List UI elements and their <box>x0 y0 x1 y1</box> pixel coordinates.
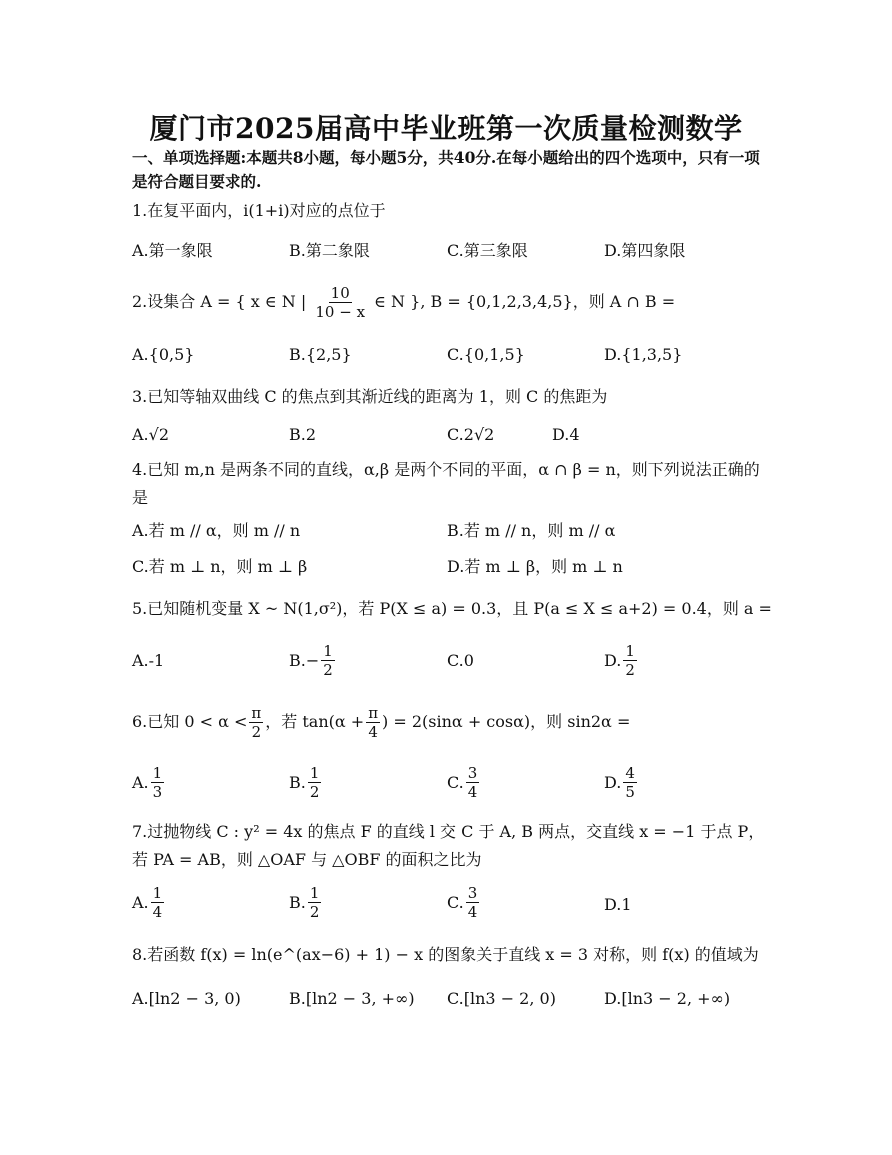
q6-pi-2: π <box>368 703 379 722</box>
q2-frac-num: 10 <box>330 284 350 302</box>
q5-b-fraction <box>321 642 335 679</box>
q6-b-prefix: B. <box>289 772 306 792</box>
q6-pi-1: π <box>251 703 262 722</box>
question-3-stem: 3.已知等轴双曲线 C 的焦点到其渐近线的距离为 1，则 C 的焦距为 <box>132 387 608 406</box>
q2-option-c: C.{0,1,5} <box>447 345 525 364</box>
q7-option-a <box>132 884 166 921</box>
q6-c-num: 3 <box>467 764 478 782</box>
q7-b-fraction <box>308 884 322 921</box>
q2-option-a: A.{0,5} <box>132 345 195 364</box>
q6-c-fraction <box>466 764 480 801</box>
q6-two: 2 <box>251 722 262 741</box>
question-7-options <box>132 884 772 928</box>
section-header: 一、单项选择题:本题共8小题，每小题5分，共40分.在每小题给出的四个选项中，只有一项是符合题目要求的. <box>132 148 760 191</box>
question-7-stem: 7.过抛物线 C : y² = 4x 的焦点 F 的直线 l 交 C 于 A, B 两点，交直线 x = −1 于点 P，若 PA = AB，则 △OAF 与 △OBF 的面积之比为 <box>132 822 765 869</box>
q4-option-c: C.若 m ⊥ n，则 m ⊥ β <box>132 557 308 576</box>
q6-option-b <box>289 764 323 801</box>
q7-c-den: 4 <box>467 903 478 921</box>
q8-option-d: D.[ln3 − 2, +∞) <box>604 989 731 1008</box>
question-4-options-row-2 <box>132 552 772 592</box>
q5-d-den: 2 <box>625 661 635 679</box>
q2-option-d: D.{1,3,5} <box>604 345 683 364</box>
q1-option-b: B.第二象限 <box>289 241 370 260</box>
question-2-options <box>132 340 772 380</box>
q7-a-fraction <box>151 884 165 921</box>
q6-option-d <box>604 764 639 801</box>
page-title: 厦门市2025届高中毕业班第一次质量检测数学 <box>149 112 743 145</box>
q6-a-fraction <box>151 764 165 801</box>
q5-b-den: 2 <box>323 661 333 679</box>
q7-option-c <box>447 884 481 921</box>
q3-option-c: C.2√2 <box>447 425 495 444</box>
q7-c-fraction <box>466 884 480 921</box>
q7-b-num: 1 <box>309 884 320 902</box>
question-1-options <box>132 236 772 276</box>
q8-option-a: A.[ln2 − 3, 0) <box>132 989 241 1008</box>
q6-frac-pi-2 <box>249 704 263 741</box>
q5-b-prefix: B.− <box>289 650 320 670</box>
q7-c-prefix: C. <box>447 892 464 912</box>
question-8-options <box>132 984 772 1024</box>
q6-frac-pi-4 <box>366 704 380 741</box>
q5-option-a: A.-1 <box>132 651 165 670</box>
q5-d-fraction <box>623 642 637 679</box>
q2-frac-den: 10 − x <box>315 303 366 321</box>
q5-option-d <box>604 642 639 679</box>
q8-option-b: B.[ln2 − 3, +∞) <box>289 989 415 1008</box>
q5-option-c: C.0 <box>447 651 474 670</box>
q6-b-num: 1 <box>309 764 320 782</box>
question-3-options <box>132 420 772 460</box>
q6-d-num: 4 <box>625 764 635 782</box>
q6-c-den: 4 <box>467 783 478 801</box>
q6-d-den: 5 <box>625 783 635 801</box>
q4-option-b: B.若 m // n，则 m // α <box>447 521 616 540</box>
question-1-stem: 1.在复平面内，i(1+i)对应的点位于 <box>132 201 386 220</box>
q1-option-a: A.第一象限 <box>132 241 213 260</box>
q7-b-den: 2 <box>309 903 320 921</box>
q2-fraction <box>313 284 367 321</box>
q5-d-num: 1 <box>625 642 635 660</box>
q1-option-c: C.第三象限 <box>447 241 528 260</box>
question-4-options-row-1 <box>132 516 772 556</box>
q5-option-b <box>289 642 337 679</box>
q2-stem-suffix: ∈ N }, B = {0,1,2,3,4,5}，则 A ∩ B = <box>374 292 676 311</box>
q7-c-num: 3 <box>467 884 478 902</box>
q7-a-prefix: A. <box>132 892 149 912</box>
q6-four: 4 <box>368 722 378 741</box>
q4-option-a: A.若 m // α，则 m // n <box>132 521 301 540</box>
q6-b-fraction <box>308 764 322 801</box>
question-6-options <box>132 764 772 808</box>
q7-b-prefix: B. <box>289 892 306 912</box>
q7-option-d: D.1 <box>604 895 632 914</box>
q6-d-fraction <box>623 764 637 801</box>
q2-option-b: B.{2,5} <box>289 345 352 364</box>
q1-option-d: D.第四象限 <box>604 241 686 260</box>
q7-option-b <box>289 884 323 921</box>
question-8-stem: 8.若函数 f(x) = ln(e^(ax−6) + 1) − x 的图象关于直线 x = 3 对称，则 f(x) 的值域为 <box>132 945 759 964</box>
q7-a-den: 4 <box>152 903 163 921</box>
q3-option-d: D.4 <box>552 425 580 444</box>
q5-b-num: 1 <box>323 642 333 660</box>
question-4-stem: 4.已知 m,n 是两条不同的直线，α,β 是两个不同的平面，α ∩ β = n，则下列说法正确的是 <box>132 460 760 507</box>
question-5-options <box>132 642 772 686</box>
q2-stem-prefix: 2.设集合 A = { x ∈ N | <box>132 292 307 311</box>
q6-stem-a: 6.已知 0 < α < <box>132 712 248 731</box>
q6-a-den: 3 <box>152 783 163 801</box>
q5-d-prefix: D. <box>604 650 622 670</box>
q3-option-a: A.√2 <box>132 425 170 444</box>
q6-c-prefix: C. <box>447 772 464 792</box>
q6-b-den: 2 <box>309 783 320 801</box>
q6-option-a <box>132 764 166 801</box>
question-6-stem <box>132 702 772 742</box>
q6-stem-b: ，若 tan(α + <box>265 712 365 731</box>
q6-a-num: 1 <box>152 764 163 782</box>
q7-a-num: 1 <box>152 884 163 902</box>
q6-option-c <box>447 764 481 801</box>
question-2-stem <box>132 282 772 322</box>
q3-option-b: B.2 <box>289 425 317 444</box>
q6-d-prefix: D. <box>604 772 622 792</box>
question-5-stem: 5.已知随机变量 X ~ N(1,σ²)，若 P(X ≤ a) = 0.3，且 P(a ≤ X ≤ a+2) = 0.4，则 a = <box>132 599 772 618</box>
q8-option-c: C.[ln3 − 2, 0) <box>447 989 556 1008</box>
q4-option-d: D.若 m ⊥ β，则 m ⊥ n <box>447 557 623 576</box>
q6-stem-c: ) = 2(sinα + cosα)，则 sin2α = <box>382 712 631 731</box>
q6-a-prefix: A. <box>132 772 149 792</box>
